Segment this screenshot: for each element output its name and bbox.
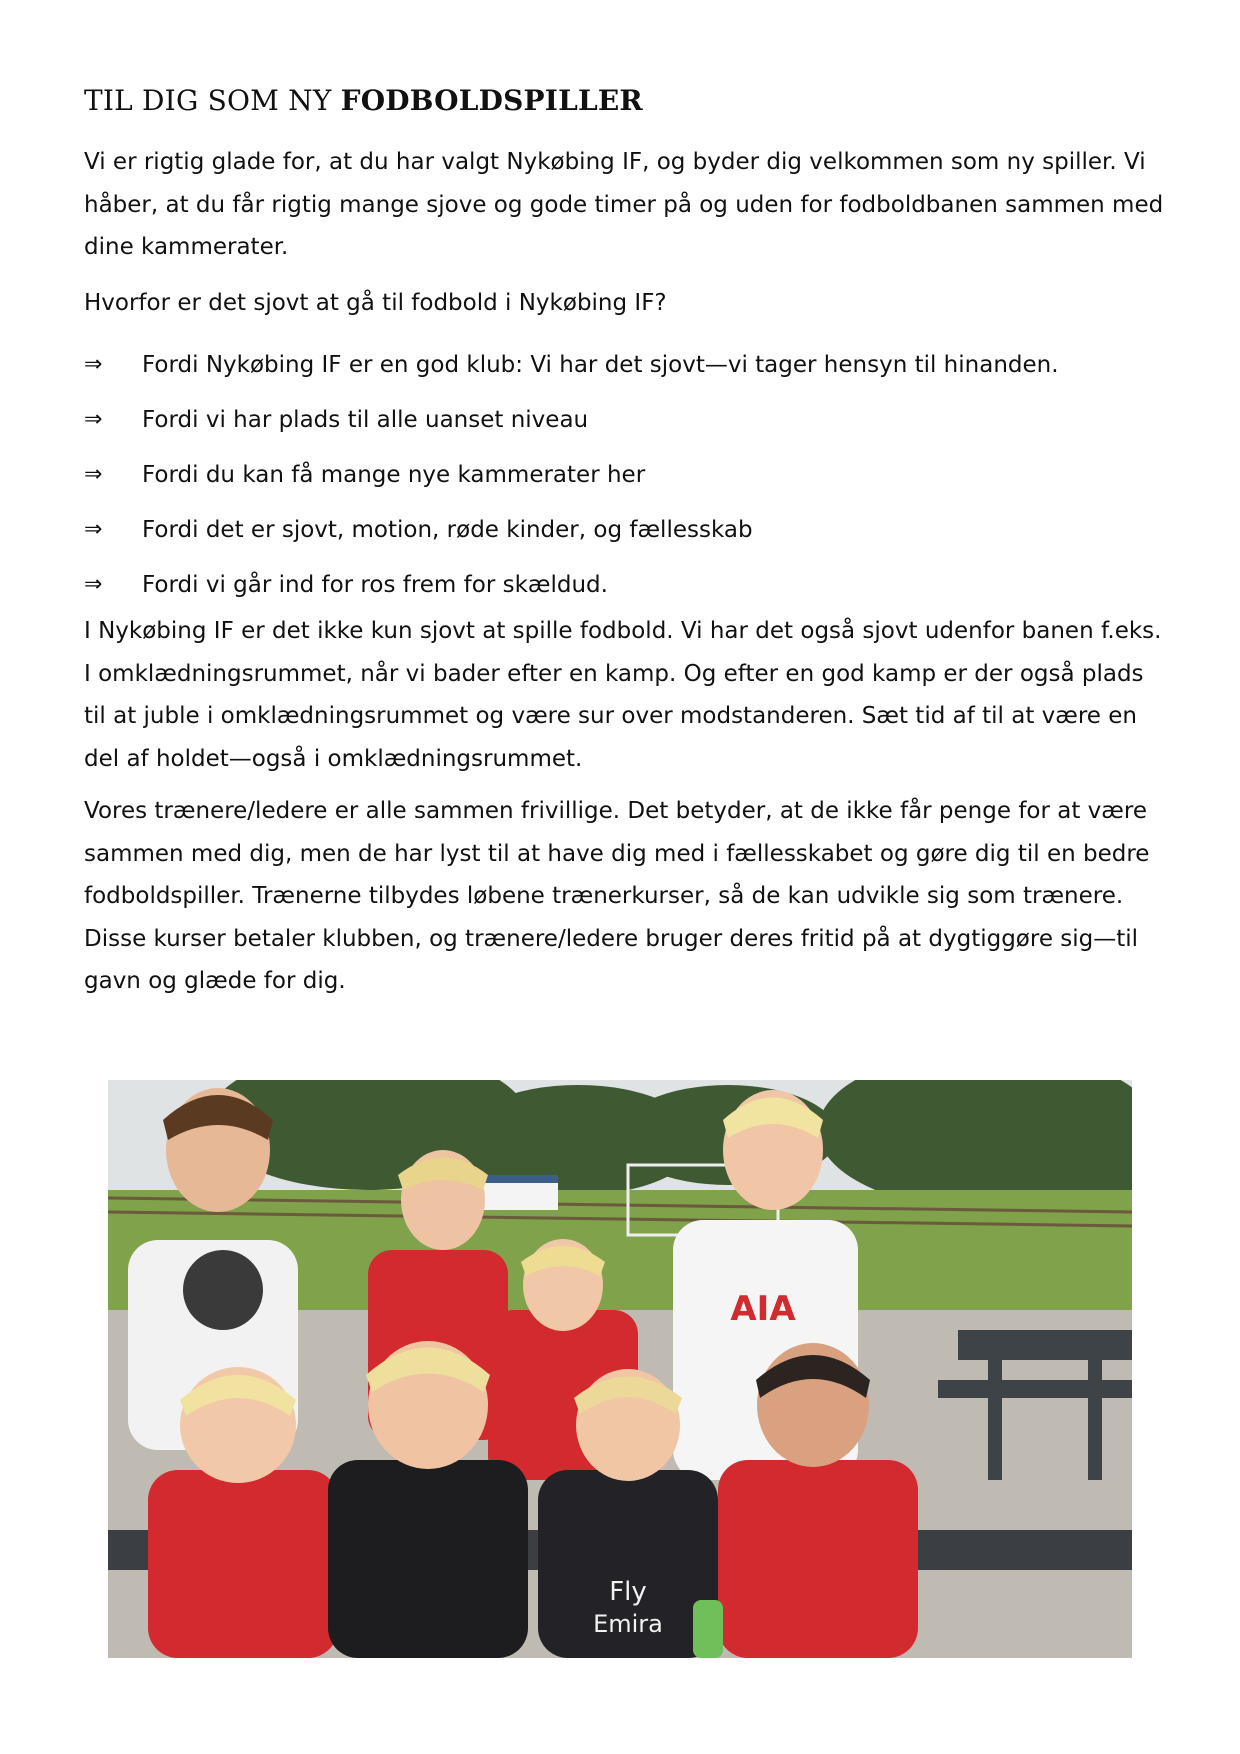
reasons-list — [84, 337, 1164, 612]
list-item-text: Fordi vi går ind for ros frem for skældud. — [142, 571, 608, 598]
title-bold: FODBOLDSPILLER — [340, 84, 643, 117]
list-item — [84, 557, 1164, 612]
title-prefix: TIL DIG SOM NY — [84, 84, 341, 117]
intro-paragraph: Vi er rigtig glade for, at du har valgt Nykøbing IF, og byder dig velkommen som ny spiller. Vi håber, at du får rigtig mange sjove og gode timer på og uden for fodboldbanen sammen med dine kammerater. — [84, 149, 1164, 260]
list-item-text: Fordi det er sjovt, motion, røde kinder, og fællesskab — [142, 516, 753, 543]
list-item-text: Fordi du kan få mange nye kammerater her — [142, 461, 646, 488]
list-item-text: Fordi Nykøbing IF er en god klub: Vi har det sjovt—vi tager hensyn til hinanden. — [142, 351, 1059, 378]
arrow-icon: ⇒ — [84, 407, 103, 432]
locker-room-paragraph: I Nykøbing IF er det ikke kun sjovt at spille fodbold. Vi har det også sjovt udenfor banen f.eks. I omklædningsrummet, når vi bader efter en kamp. Og efter en god kamp er der også plads til at juble i omklædningsrummet og være sur over modstanderen. Sæt tid af til at være en del af holdet—også i omklædningsrummet. — [84, 618, 1162, 772]
list-item — [84, 502, 1164, 557]
question-paragraph: Hvorfor er det sjovt at gå til fodbold i Nykøbing IF? — [84, 290, 667, 316]
shirt-sponsor-aia: AIA — [730, 1289, 796, 1329]
arrow-icon: ⇒ — [84, 572, 103, 597]
shirt-text-fly: Fly — [609, 1577, 647, 1607]
list-item — [84, 392, 1164, 447]
shirt-text-emirates: Emira — [593, 1610, 663, 1638]
coaches-paragraph: Vores trænere/ledere er alle sammen frivillige. Det betyder, at de ikke får penge for at være sammen med dig, men de har lyst til at have dig med i fællesskabet og gøre dig til en bedre fodboldspiller. Trænerne tilbydes løbene trænerkurser, så de kan udvikle sig som trænere. Disse kurser betaler klubben, og trænere/ledere bruger deres fritid på at dygtiggøre sig—til gavn og glæde for dig. — [84, 798, 1150, 994]
arrow-icon: ⇒ — [84, 517, 103, 542]
page-title — [84, 84, 643, 117]
arrow-icon: ⇒ — [84, 352, 103, 377]
team-photo — [108, 1080, 1132, 1658]
list-item — [84, 447, 1164, 502]
list-item — [84, 337, 1164, 392]
list-item-text: Fordi vi har plads til alle uanset niveau — [142, 406, 589, 433]
arrow-icon: ⇒ — [84, 462, 103, 487]
